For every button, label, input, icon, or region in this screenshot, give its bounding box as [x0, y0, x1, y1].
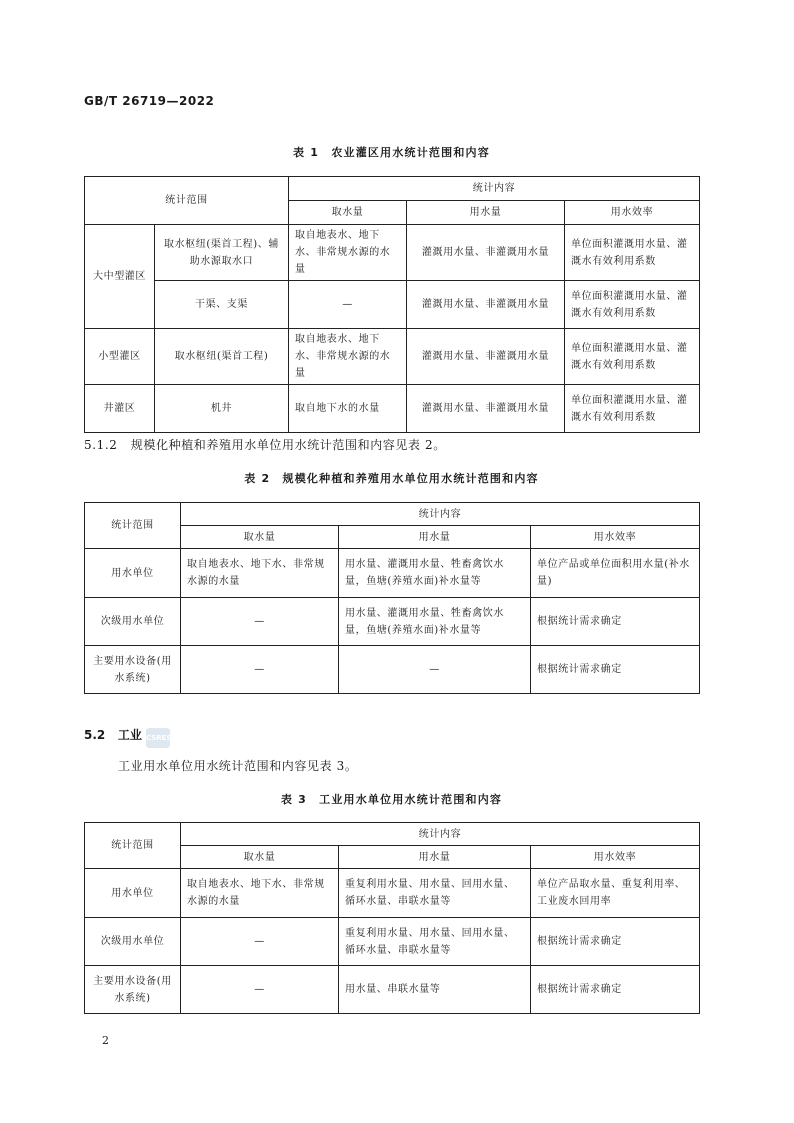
table1-cell: 取自地表水、地下水、非常规水源的水量 — [289, 225, 407, 281]
table1-cell: 灌溉用水量、非灌溉用水量 — [407, 225, 565, 281]
table2-cell: 取自地表水、地下水、非常规水源的水量 — [181, 549, 339, 598]
table1-group-small: 小型灌区 — [85, 329, 155, 385]
table3-cell: 主要用水设备(用水系统) — [85, 966, 181, 1014]
csres-logo-icon: CSRES — [146, 728, 170, 748]
table1-group-well: 井灌区 — [85, 385, 155, 433]
table1-content-header: 统计内容 — [289, 177, 700, 201]
table-row — [85, 966, 700, 1014]
table3-caption: 表 3 工业用水单位用水统计范围和内容 — [280, 793, 503, 806]
section-5-2-heading — [84, 726, 142, 743]
table-row — [85, 598, 700, 646]
table1-cell: 灌溉用水量、非灌溉用水量 — [407, 329, 565, 385]
table2-cell: 用水单位 — [85, 549, 181, 598]
table3-cell: 重复利用水量、用水量、回用水量、循环水量、串联水量等 — [339, 918, 531, 966]
table3-cell: 根据统计需求确定 — [531, 918, 700, 966]
table-row — [85, 225, 700, 281]
table2-content-header: 统计内容 — [181, 503, 700, 526]
table1-scope-header: 统计范围 — [85, 177, 289, 225]
table-row — [85, 549, 700, 598]
table2-cell: 用水量、灌溉用水量、牲畜禽饮水量，鱼塘(养殖水面)补水量等 — [339, 549, 531, 598]
table1-cell: 干渠、支渠 — [155, 281, 289, 329]
table3-col-intake: 取水量 — [181, 846, 339, 869]
table3-cell: 用水量、串联水量等 — [339, 966, 531, 1014]
clause-number: 5.1.2 — [84, 438, 118, 452]
table1-col-efficiency: 用水效率 — [565, 201, 700, 225]
table-row — [85, 281, 700, 329]
table1-group-large: 大中型灌区 — [85, 225, 155, 329]
clause-text: 规模化种植和养殖用水单位用水统计范围和内容见表 2。 — [130, 438, 446, 452]
standard-number: GB/T 26719—2022 — [84, 94, 215, 108]
table1-caption: 表 1 农业灌区用水统计范围和内容 — [293, 146, 490, 159]
table1-cell: 灌溉用水量、非灌溉用水量 — [407, 385, 565, 433]
table1-cell: 取水枢纽(渠首工程)、辅助水源取水口 — [155, 225, 289, 281]
table1-cell: 机井 — [155, 385, 289, 433]
table1-cell: 单位面积灌溉用水量、灌溉水有效利用系数 — [565, 329, 700, 385]
table2-cell: 根据统计需求确定 — [531, 598, 700, 646]
table1-cell: 单位面积灌溉用水量、灌溉水有效利用系数 — [565, 281, 700, 329]
section-title: 工业 — [117, 728, 142, 742]
table2-cell: 单位产品或单位面积用水量(补水量) — [531, 549, 700, 598]
table2 — [84, 502, 700, 694]
table3-cell: — — [181, 918, 339, 966]
table1-col-use: 用水量 — [407, 201, 565, 225]
table-row — [85, 918, 700, 966]
table3 — [84, 822, 700, 1014]
table3-cell: 单位产品取水量、重复利用率、工业废水回用率 — [531, 869, 700, 918]
table2-cell: 用水量、灌溉用水量、牲畜禽饮水量，鱼塘(养殖水面)补水量等 — [339, 598, 531, 646]
table2-cell: 主要用水设备(用水系统) — [85, 646, 181, 694]
table3-cell: 取自地表水、地下水、非常规水源的水量 — [181, 869, 339, 918]
table1 — [84, 176, 700, 433]
table3-cell: — — [181, 966, 339, 1014]
table1-col-intake: 取水量 — [289, 201, 407, 225]
table-row — [85, 869, 700, 918]
table3-cell: 次级用水单位 — [85, 918, 181, 966]
table1-cell: 取自地下水的水量 — [289, 385, 407, 433]
table3-col-efficiency: 用水效率 — [531, 846, 700, 869]
table1-cell: 单位面积灌溉用水量、灌溉水有效利用系数 — [565, 385, 700, 433]
table3-cell: 用水单位 — [85, 869, 181, 918]
table2-scope-header: 统计范围 — [85, 503, 181, 549]
table3-col-use: 用水量 — [339, 846, 531, 869]
table1-cell: 单位面积灌溉用水量、灌溉水有效利用系数 — [565, 225, 700, 281]
table3-scope-header: 统计范围 — [85, 823, 181, 869]
table2-col-intake: 取水量 — [181, 526, 339, 549]
table-row — [85, 329, 700, 385]
table3-cell: 根据统计需求确定 — [531, 966, 700, 1014]
table2-col-use: 用水量 — [339, 526, 531, 549]
table-row — [85, 385, 700, 433]
table2-cell: — — [181, 598, 339, 646]
table2-cell: — — [181, 646, 339, 694]
paragraph-5-1-2 — [84, 436, 446, 453]
table3-cell: 重复利用水量、用水量、回用水量、循环水量、串联水量等 — [339, 869, 531, 918]
table3-content-header: 统计内容 — [181, 823, 700, 846]
table1-cell: — — [289, 281, 407, 329]
table2-cell: — — [339, 646, 531, 694]
table1-cell: 取自地表水、地下水、非常规水源的水量 — [289, 329, 407, 385]
table1-cell: 灌溉用水量、非灌溉用水量 — [407, 281, 565, 329]
table1-cell: 取水枢纽(渠首工程) — [155, 329, 289, 385]
paragraph-5-2: 工业用水单位用水统计范围和内容见表 3。 — [118, 759, 358, 773]
table2-cell: 根据统计需求确定 — [531, 646, 700, 694]
table-row — [85, 646, 700, 694]
table2-caption: 表 2 规模化种植和养殖用水单位用水统计范围和内容 — [244, 472, 539, 485]
section-number: 5.2 — [84, 728, 106, 742]
table2-cell: 次级用水单位 — [85, 598, 181, 646]
page-number: 2 — [102, 1034, 109, 1047]
table2-col-efficiency: 用水效率 — [531, 526, 700, 549]
